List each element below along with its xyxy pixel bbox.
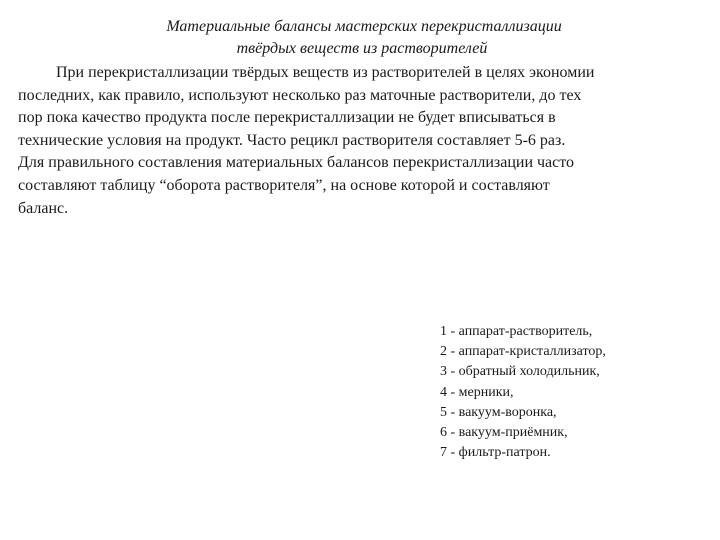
slide-title	[0, 16, 720, 60]
legend-item: 7 - фильтр-патрон.	[440, 445, 551, 461]
legend-item: 5 - вакуум-воронка,	[440, 404, 557, 420]
equipment-legend	[440, 322, 700, 463]
body-line: баланс.	[18, 199, 69, 217]
body-line: пор пока качество продукта после перекристаллизации не будет вписываться в	[18, 109, 556, 127]
body-line: технические условия на продукт. Часто рецикл растворителя составляет 5-6 раз.	[18, 131, 566, 149]
legend-item: 2 - аппарат-кристаллизатор,	[440, 344, 606, 360]
body-paragraph	[18, 62, 658, 220]
body-line: При перекристаллизации твёрдых веществ из растворителей в целях экономии	[56, 64, 595, 81]
title-line-2: твёрдых веществ из растворителей	[236, 40, 488, 57]
legend-item: 1 - аппарат-растворитель,	[440, 324, 593, 339]
title-line-1: Материальные балансы мастерских перекристаллизации	[166, 18, 562, 35]
legend-item: 6 - вакуум-приёмник,	[440, 425, 568, 441]
body-line: Для правильного составления материальных балансов перекристаллизации часто	[18, 154, 575, 172]
body-line: составляют таблицу “оборота растворителя”, на основе которой и составляют	[18, 176, 550, 194]
body-line: последних, как правило, используют несколько раз маточные растворители, до тех	[18, 86, 582, 104]
legend-item: 3 - обратный холодильник,	[440, 364, 600, 380]
legend-item: 4 - мерники,	[440, 384, 514, 400]
